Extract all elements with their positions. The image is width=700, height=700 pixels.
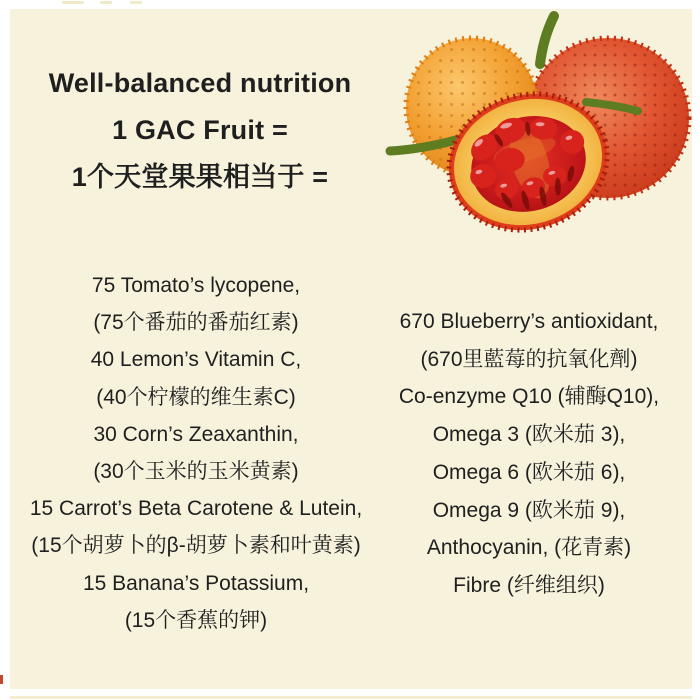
nutrition-line: 40 Lemon’s Vitamin C, (90, 348, 302, 372)
nutrition-line: (40个柠檬的维生素C) (96, 385, 296, 409)
bottom-crop-artifact (10, 696, 692, 699)
nutrition-line: 30 Corn’s Zeaxanthin, (93, 422, 299, 446)
nutrition-line: (75个番茄的番茄红素) (93, 311, 299, 335)
nutrition-line: 670 Blueberry’s antioxidant, (399, 310, 659, 333)
nutrition-line: 15 Banana’s Potassium, (82, 571, 310, 595)
nutrition-line: 15 Carrot’s Beta Carotene & Lutein, (29, 497, 363, 521)
equation-chinese: 1个天堂果果相当于 = (71, 162, 329, 192)
nutrition-line: Omega 3 (欧米茄 3), (432, 423, 626, 447)
gac-fruit-image (380, 0, 700, 250)
title-block (18, 60, 382, 201)
nutrition-line: 75 Tomato’s lycopene, (91, 274, 301, 297)
nutrition-line: Omega 6 (欧米茄 6), (432, 460, 626, 484)
nutrition-line: Omega 9 (欧米茄 9), (432, 498, 626, 522)
top-crop-artifact (130, 1, 142, 4)
page-title: Well-balanced nutrition (48, 68, 352, 98)
nutrition-line: (30个玉米的玉米黄素) (93, 460, 299, 484)
nutrition-line: Fibre (纤维组织) (453, 573, 605, 597)
nutrition-line: (15个胡萝卜的β-胡萝卜素和叶黄素) (31, 534, 361, 558)
left-edge-artifact (0, 675, 3, 684)
nutrition-line: (15个香蕉的钾) (124, 608, 268, 632)
nutrition-line: Co-enzyme Q10 (辅酶Q10), (398, 385, 660, 409)
top-crop-artifact (100, 1, 112, 4)
top-crop-artifact (62, 1, 84, 4)
nutrition-line: Anthocyanin, (花青素) (426, 536, 632, 560)
equation-english: 1 GAC Fruit = (112, 115, 288, 145)
nutrition-line: (670里藍莓的抗氧化劑) (420, 347, 638, 371)
fruit-stem-icon (540, 16, 554, 64)
nutrition-column-right (368, 303, 690, 605)
nutrition-column-left (8, 267, 384, 639)
